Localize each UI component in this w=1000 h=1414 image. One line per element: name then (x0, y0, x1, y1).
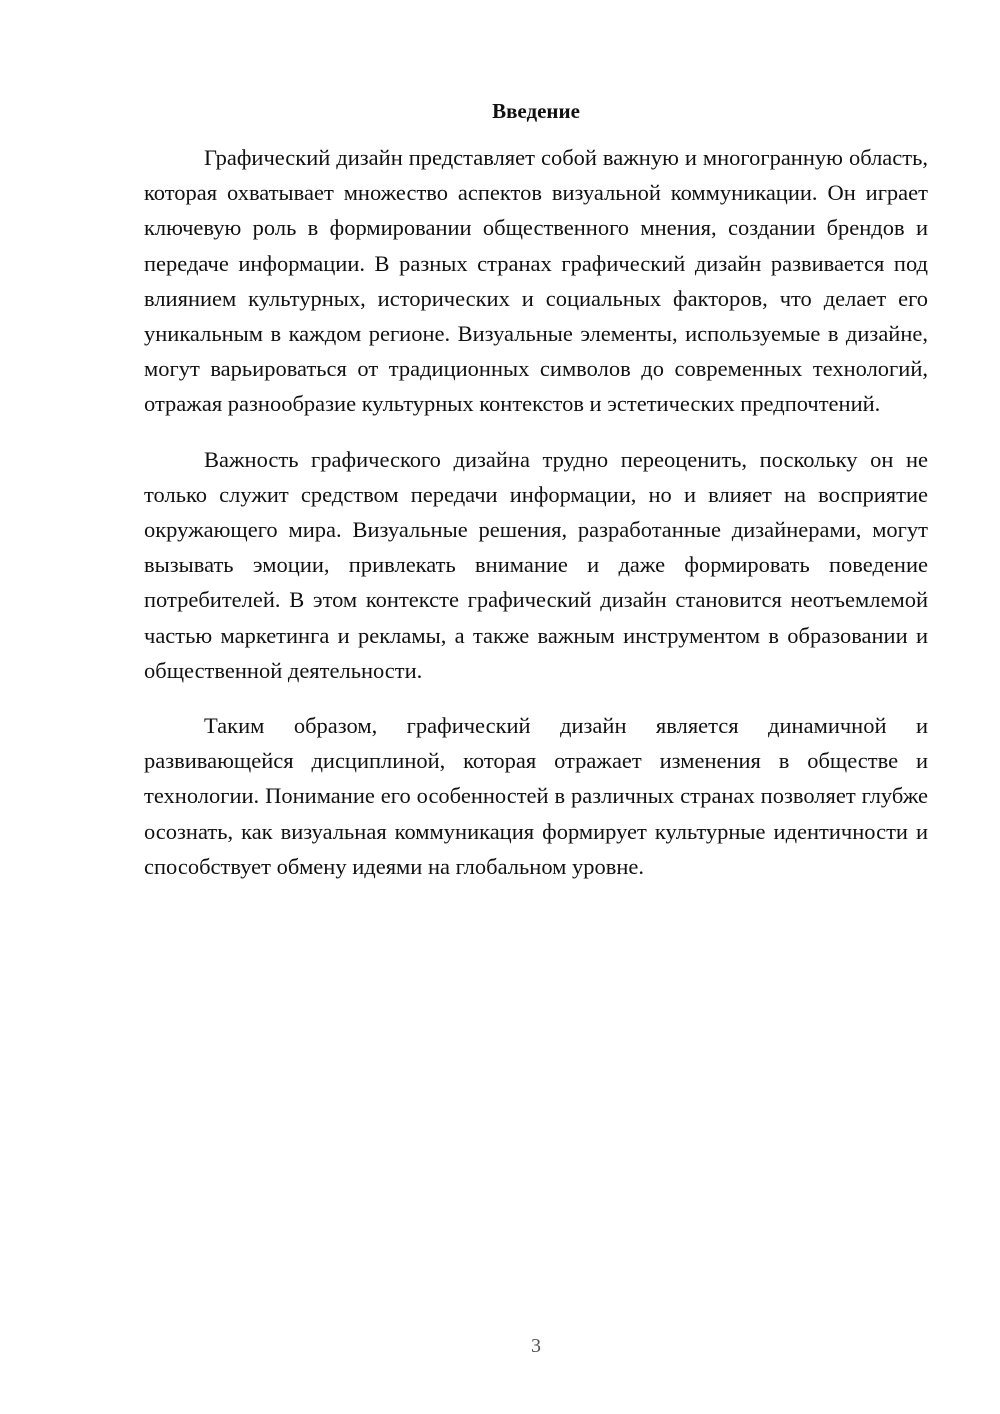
paragraph-1: Графический дизайн представляет собой важную и многогранную область, которая охватывает множество аспектов визуальной коммуникации. Он играет ключевую роль в формировании общественного мнения, создании брендов и передаче информации. В разных странах графический дизайн развивается под влиянием культурных, исторических и социальных факторов, что делает его уникальным в каждом регионе. Визуальные элементы, используемые в дизайне, могут варьироваться от традиционных символов до современных технологий, отражая разнообразие культурных контекстов и эстетических предпочтений. (144, 145, 928, 417)
page-number: 3 (531, 1335, 541, 1357)
section-title: Введение (492, 99, 580, 123)
paragraph-3: Таким образом, графический дизайн является динамичной и развивающейся дисциплиной, которая отражает изменения в обществе и технологии. Понимание его особенностей в различных странах позволяет глубже осознать, как визуальная коммуникация формирует культурные идентичности и способствует обмену идеями на глобальном уровне. (144, 713, 928, 879)
paragraph-2: Важность графического дизайна трудно переоценить, поскольку он не только служит средством передачи информации, но и влияет на восприятие окружающего мира. Визуальные решения, разработанные дизайнерами, могут вызывать эмоции, привлекать внимание и даже формировать поведение потребителей. В этом контексте графический дизайн становится неотъемлемой частью маркетинга и рекламы, а также важным инструментом в образовании и общественной деятельности. (144, 446, 928, 683)
page-content (144, 96, 928, 904)
